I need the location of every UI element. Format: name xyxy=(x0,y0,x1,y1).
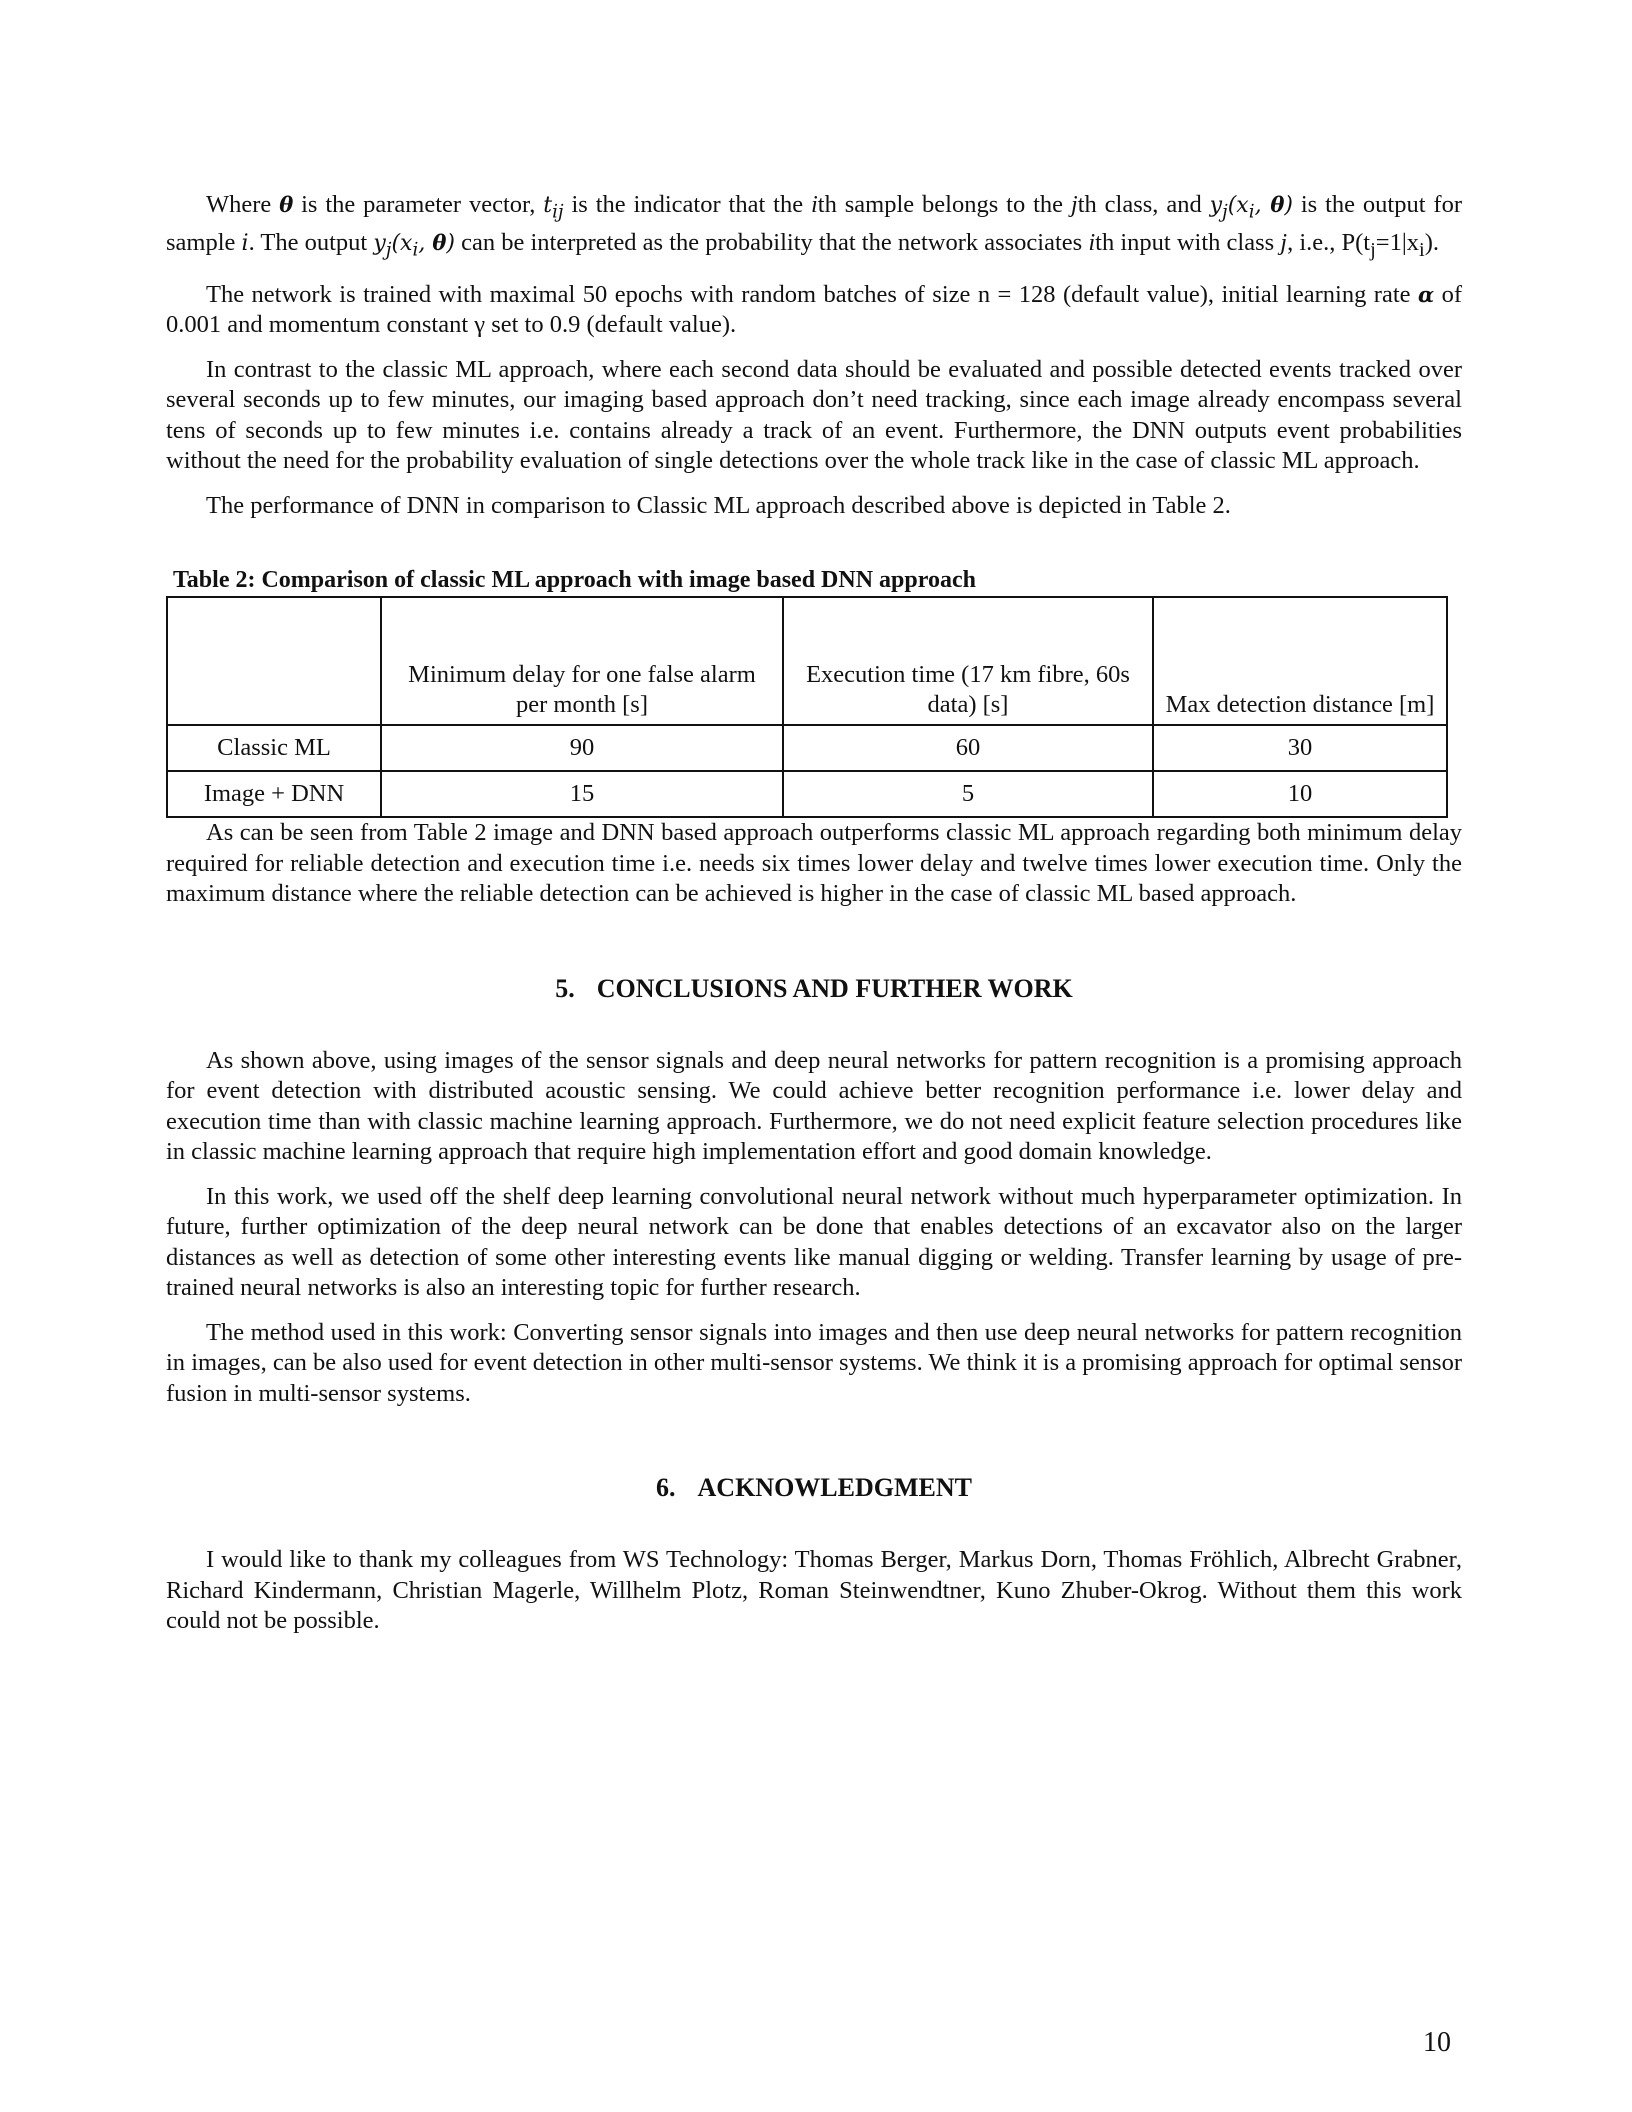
table-header-cell: Minimum delay for one false alarm per month [s] xyxy=(381,597,783,725)
paragraph-contrast: In contrast to the classic ML approach, where each second data should be evaluated and possible detected events tracked over several seconds up to few minutes, our imaging based approach don’t need tracking, since each image already encompass several tens of seconds up to few minutes i.e. contains already a track of an event. Furthermore, the DNN outputs event probabilities without the need for the probability evaluation of single detections over the whole track like in the case of classic ML approach. xyxy=(166,355,1462,475)
paragraph-conclusions-2: In this work, we used off the shelf deep learning convolutional neural network without much hyperparameter optimization. In future, further optimization of the deep neural network can be done that enables detections of an excavator also on the larger distances as well as detection of some other interesting events like manual digging or welding. Transfer learning by usage of pre-trained neural networks is also an interesting topic for further research. xyxy=(166,1182,1462,1302)
table-cell: 60 xyxy=(783,725,1153,771)
table-row-label: Classic ML xyxy=(167,725,381,771)
paragraph-training: The network is trained with maximal 50 epochs with random batches of size n = 128 (default value), initial learning rate α of 0.001 and momentum constant γ set to 0.9 (default value). xyxy=(166,280,1462,339)
table-header-row xyxy=(167,597,1447,725)
paragraph-conclusions-3: The method used in this work: Converting sensor signals into images and then use deep neural networks for pattern recognition in images, can be also used for event detection in other multi-sensor systems. We think it is a promising approach for optimal sensor fusion in multi-sensor systems. xyxy=(166,1318,1462,1407)
table-cell: 10 xyxy=(1153,771,1447,817)
table-cell: 5 xyxy=(783,771,1153,817)
comparison-table xyxy=(166,596,1448,818)
page-body xyxy=(166,190,1462,1651)
paragraph-conclusions-1: As shown above, using images of the sensor signals and deep neural networks for pattern recognition is a promising approach for event detection with distributed acoustic sensing. We could achieve better recognition performance i.e. lower delay and execution time than with classic machine learning approach. Furthermore, we do not need explicit feature selection procedures like in classic machine learning approach that require high implementation effort and good domain knowledge. xyxy=(166,1046,1462,1166)
table-cell: 15 xyxy=(381,771,783,817)
table-row xyxy=(167,725,1447,771)
table-header-cell: Max detection distance [m] xyxy=(1153,597,1447,725)
paragraph-after-table: As can be seen from Table 2 image and DNN based approach outperforms classic ML approach regarding both minimum delay required for reliable detection and execution time i.e. needs six times lower delay and twelve times lower execution time. Only the maximum distance where the reliable detection can be achieved is higher in the case of classic ML based approach. xyxy=(166,819,1462,908)
paragraph-performance: The performance of DNN in comparison to Classic ML approach described above is depicted in Table 2. xyxy=(206,491,1231,519)
table-cell: 90 xyxy=(381,725,783,771)
table-caption: Table 2: Comparison of classic ML approach with image based DNN approach xyxy=(173,567,976,594)
paragraph-where-theta: Where θ is the parameter vector, $t_{ij}$ is the indicator that the ith sample belongs to the jth class, and $y_j(x_i$, θ) is the output for sample i. The output $y_j(x_i$, θ) can be interpreted as the probability that the network associates ith input with class j, i.e., $P(t_j=1|x_i)$. xyxy=(166,191,1462,261)
section-heading-acknowledgment: 6. ACKNOWLEDGMENT xyxy=(656,1473,972,1503)
paragraph-acknowledgment: I would like to thank my colleagues from WS Technology: Thomas Berger, Markus Dorn, Thomas Fröhlich, Albrecht Grabner, Richard Kindermann, Christian Magerle, Willhelm Plotz, Roman Steinwendtner, Kuno Zhuber-Okrog. Without them this work could not be possible. xyxy=(166,1546,1462,1635)
table-header-cell xyxy=(167,597,381,725)
table-header-cell: Execution time (17 km fibre, 60s data) [s] xyxy=(783,597,1153,725)
table-cell: 30 xyxy=(1153,725,1447,771)
table-row-label: Image + DNN xyxy=(167,771,381,817)
page-number: 10 xyxy=(1423,2027,1451,2058)
section-heading-conclusions: 5. CONCLUSIONS AND FURTHER WORK xyxy=(555,973,1073,1003)
table-row xyxy=(167,771,1447,817)
